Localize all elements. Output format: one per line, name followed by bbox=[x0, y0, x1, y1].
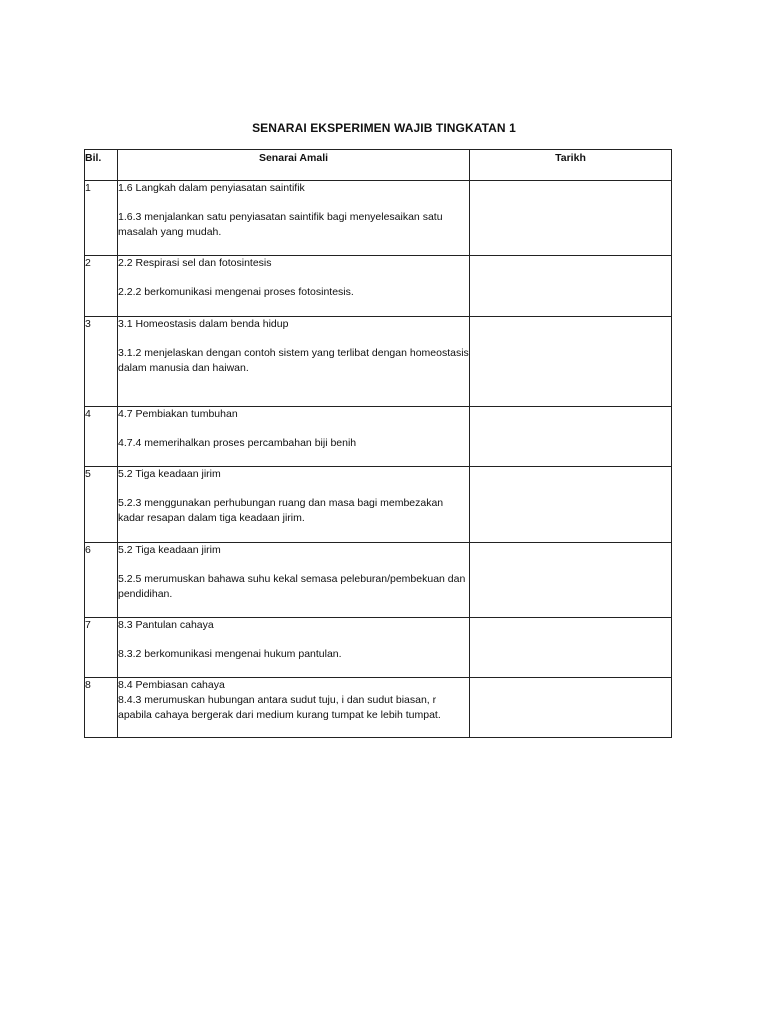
amali-cell bbox=[118, 181, 470, 256]
header-tarikh: Tarikh bbox=[470, 150, 672, 181]
header-senarai-amali: Senarai Amali bbox=[118, 150, 470, 181]
table-row bbox=[85, 181, 672, 256]
amali-topic: 1.6 Langkah dalam penyiasatan saintifik bbox=[118, 182, 305, 194]
row-number: 2 bbox=[85, 256, 118, 317]
amali-topic: 4.7 Pembiakan tumbuhan bbox=[118, 408, 238, 420]
tarikh-cell bbox=[470, 678, 672, 738]
amali-topic: 2.2 Respirasi sel dan fotosintesis bbox=[118, 257, 272, 269]
table-header-row bbox=[85, 150, 672, 181]
amali-cell bbox=[118, 467, 470, 543]
amali-detail: 5.2.3 menggunakan perhubungan ruang dan masa bagi membezakan kadar resapan dalam tiga keadaan jirim. bbox=[118, 497, 444, 524]
amali-detail: 2.2.2 berkomunikasi mengenai proses fotosintesis. bbox=[118, 286, 354, 298]
table-row bbox=[85, 407, 672, 467]
amali-detail: 5.2.5 merumuskan bahawa suhu kekal semasa peleburan/pembekuan dan pendidihan. bbox=[118, 573, 466, 600]
tarikh-cell bbox=[470, 181, 672, 256]
amali-cell bbox=[118, 678, 470, 738]
table-row bbox=[85, 256, 672, 317]
header-bil: Bil. bbox=[85, 150, 118, 181]
table-row bbox=[85, 618, 672, 678]
tarikh-cell bbox=[470, 407, 672, 467]
tarikh-cell bbox=[470, 467, 672, 543]
row-number: 3 bbox=[85, 317, 118, 407]
amali-topic: 5.2 Tiga keadaan jirim bbox=[118, 544, 221, 556]
amali-topic: 8.3 Pantulan cahaya bbox=[118, 619, 214, 631]
row-number: 7 bbox=[85, 618, 118, 678]
table-row bbox=[85, 678, 672, 738]
amali-detail: 8.3.2 berkomunikasi mengenai hukum pantulan. bbox=[118, 648, 342, 660]
amali-cell bbox=[118, 618, 470, 678]
amali-cell bbox=[118, 256, 470, 317]
amali-detail: 1.6.3 menjalankan satu penyiasatan saintifik bagi menyelesaikan satu masalah yang mudah. bbox=[118, 211, 443, 238]
row-number: 6 bbox=[85, 543, 118, 618]
experiment-table bbox=[84, 149, 672, 738]
amali-detail: 4.7.4 memerihalkan proses percambahan biji benih bbox=[118, 437, 357, 449]
amali-cell bbox=[118, 543, 470, 618]
amali-topic: 3.1 Homeostasis dalam benda hidup bbox=[118, 318, 289, 330]
row-number: 4 bbox=[85, 407, 118, 467]
tarikh-cell bbox=[470, 543, 672, 618]
amali-detail: 8.4.3 merumuskan hubungan antara sudut tuju, i dan sudut biasan, r apabila cahaya bergerak dari medium kurang tumpat ke lebih tumpat. bbox=[118, 694, 441, 721]
amali-cell bbox=[118, 407, 470, 467]
table-row bbox=[85, 317, 672, 407]
amali-topic: 8.4 Pembiasan cahaya bbox=[118, 679, 225, 691]
tarikh-cell bbox=[470, 317, 672, 407]
row-number: 8 bbox=[85, 678, 118, 738]
amali-cell bbox=[118, 317, 470, 407]
tarikh-cell bbox=[470, 256, 672, 317]
table-row bbox=[85, 543, 672, 618]
tarikh-cell bbox=[470, 618, 672, 678]
amali-topic: 5.2 Tiga keadaan jirim bbox=[118, 468, 221, 480]
document-title: SENARAI EKSPERIMEN WAJIB TINGKATAN 1 bbox=[252, 121, 516, 135]
table-row bbox=[85, 467, 672, 543]
row-number: 5 bbox=[85, 467, 118, 543]
amali-detail: 3.1.2 menjelaskan dengan contoh sistem yang terlibat dengan homeostasis dalam manusia dan haiwan. bbox=[118, 347, 469, 374]
row-number: 1 bbox=[85, 181, 118, 256]
